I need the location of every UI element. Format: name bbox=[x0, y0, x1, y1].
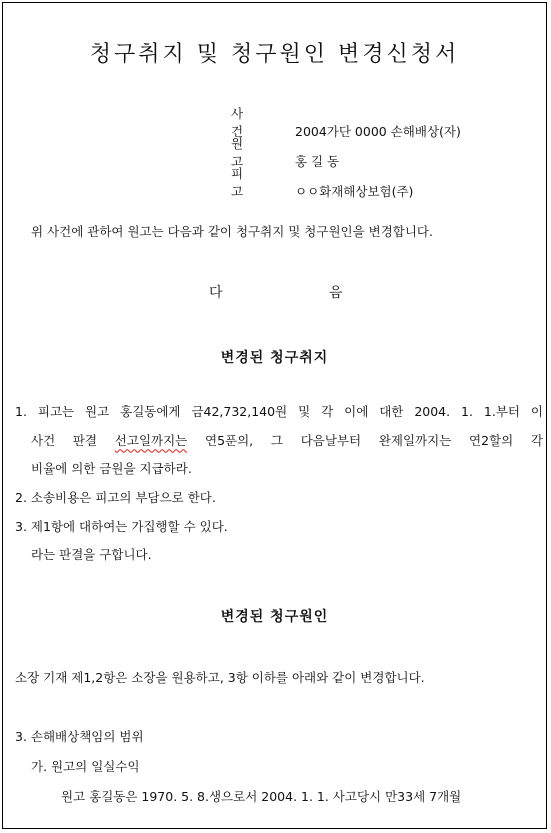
item3: 3. 제1항에 대하여는 가집행할 수 있다. bbox=[15, 519, 228, 534]
case-value: 2004가단 0000 손해배상(자) bbox=[295, 124, 461, 139]
defendant-value: ㅇㅇ화재해상보험(주) bbox=[295, 184, 414, 199]
defendant-row bbox=[231, 164, 413, 200]
document-page bbox=[2, 2, 547, 829]
plaintiff-label: 원 고 bbox=[231, 136, 256, 169]
defendant-label: 피 고 bbox=[231, 166, 256, 199]
da-heading: 다 bbox=[209, 285, 223, 301]
subsection-3a-text: 원고 홍길동은 1970. 5. 8.생으로서 2004. 1. 1. 사고당시 만33세 7개월 bbox=[61, 789, 462, 804]
document-title: 청구취지 및 청구원인 변경신청서 bbox=[89, 42, 460, 67]
intro-text: 위 사건에 관하여 원고는 다음과 같이 청구취지 및 청구원인을 변경합니다. bbox=[31, 224, 433, 239]
closing-text: 라는 판결을 구합니다. bbox=[31, 547, 152, 562]
section2-intro: 소장 기재 제1,2항은 소장을 원용하고, 3항 이하를 아래와 같이 변경합니다. bbox=[15, 670, 425, 685]
item1-line3: 비율에 의한 금원을 지급하라. bbox=[31, 461, 192, 476]
item1-line2 bbox=[31, 431, 543, 449]
case-label: 사 건 bbox=[231, 106, 256, 139]
item1-line1: 1. 피고는 원고 홍길동에게 금42,732,140원 및 각 이에 대한 2004. 1. 1.부터 이 bbox=[15, 404, 543, 419]
section1-title: 변경된 청구취지 bbox=[220, 350, 329, 366]
item1-line2-post: 연5푼의, 그 다음날부터 완제일까지는 연2할의 각 bbox=[187, 433, 544, 448]
subsection-3a: 가. 원고의 일실수익 bbox=[31, 759, 140, 774]
item1-line2-squiggle: 선고일까지는 bbox=[114, 433, 188, 448]
item1-line2-pre: 사건 판결 bbox=[31, 433, 115, 448]
plaintiff-value: 홍 길 동 bbox=[295, 154, 340, 169]
eum-heading: 음 bbox=[329, 285, 343, 301]
subsection-3: 3. 손해배상책임의 범위 bbox=[15, 729, 144, 744]
item2: 2. 소송비용은 피고의 부담으로 한다. bbox=[15, 490, 216, 505]
section2-title: 변경된 청구원인 bbox=[220, 609, 329, 625]
